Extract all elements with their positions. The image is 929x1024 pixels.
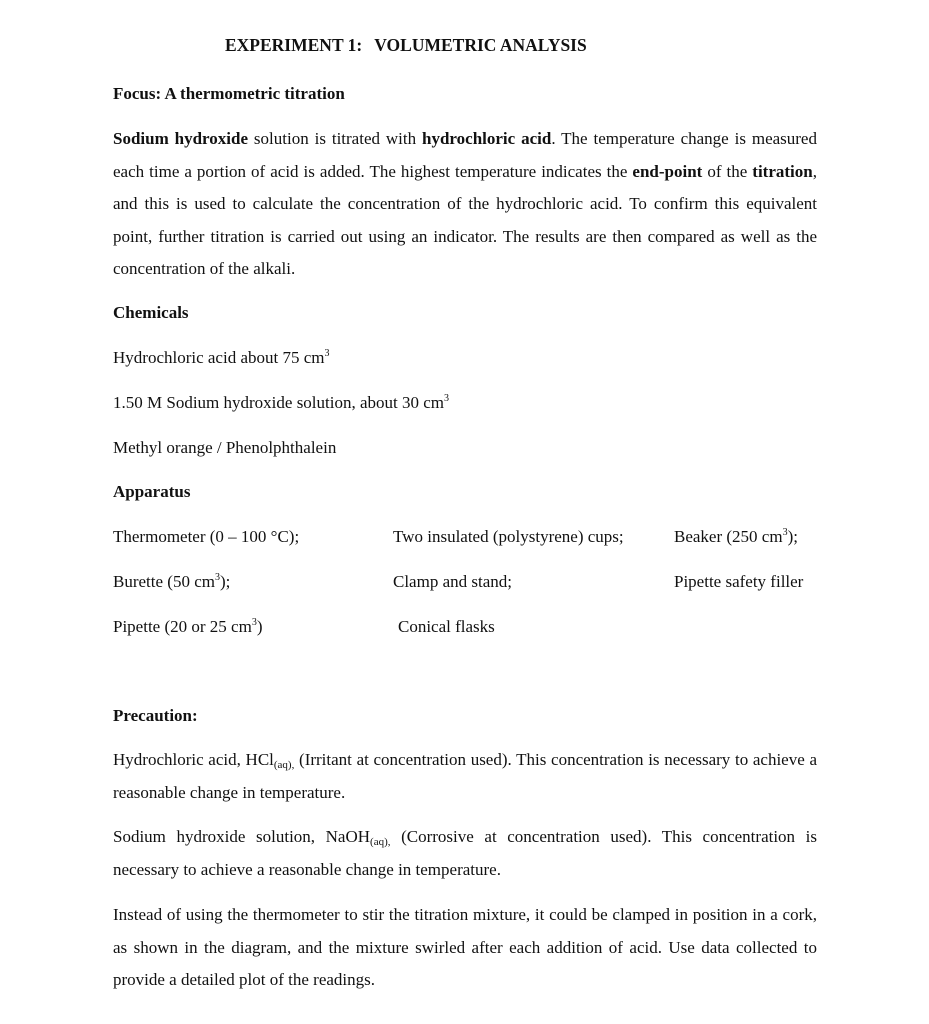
precaution-text: (Irritant at concentration used). This concentration is necessary to achieve a reasonable change in temperature.: [113, 750, 817, 802]
apparatus-item: Conical flasks: [398, 617, 495, 636]
experiment-number: EXPERIMENT 1:: [225, 35, 363, 55]
apparatus-heading: Apparatus: [113, 482, 191, 501]
precaution-heading: Precaution:: [113, 706, 198, 725]
precaution-paragraph: [113, 821, 817, 886]
precaution-paragraph: [113, 744, 817, 809]
page-title: [225, 35, 587, 56]
intro-text: solution is titrated with: [248, 129, 423, 148]
precaution-text: Sodium hydroxide solution, NaOH: [113, 827, 371, 846]
apparatus-item: [674, 527, 798, 547]
chemical-item-text: Hydrochloric acid about 75 cm: [113, 348, 325, 367]
apparatus-item: Thermometer (0 – 100 °C);: [113, 527, 300, 546]
chemical-item-text: 1.50 M Sodium hydroxide solution, about 30 cm: [113, 393, 445, 412]
apparatus-item: [113, 572, 230, 592]
chemical-item: [113, 393, 449, 413]
superscript: 3: [444, 393, 450, 404]
superscript: 3: [782, 527, 788, 538]
intro-bold-titration: titration: [752, 161, 813, 181]
intro-text: of the: [702, 161, 753, 181]
intro-bold-end-point: end-point: [632, 161, 703, 181]
chemicals-heading: Chemicals: [113, 303, 189, 322]
apparatus-item-text: Pipette (20 or 25 cm: [113, 617, 252, 636]
superscript: 3: [251, 617, 257, 628]
experiment-name: VOLUMETRIC ANALYSIS: [374, 35, 587, 55]
apparatus-item: Clamp and stand;: [393, 572, 512, 591]
intro-bold-sodium-hydroxide: Sodium hydroxide: [113, 129, 249, 148]
apparatus-item: Two insulated (polystyrene) cups;: [393, 527, 624, 546]
superscript: 3: [324, 348, 330, 359]
intro-paragraph: [113, 123, 817, 286]
superscript: 3: [214, 572, 220, 583]
chemical-item: [113, 438, 336, 458]
focus-heading: Focus: A thermometric titration: [113, 84, 345, 103]
precaution-text: Hydrochloric acid, HCl: [113, 750, 274, 769]
intro-text: . The temperature change is measured each time a portion of acid is added. The highest temperature indicates the: [113, 129, 817, 181]
subscript: (aq),: [273, 759, 295, 771]
chemical-item-text: Methyl orange / Phenolphthalein: [113, 438, 337, 457]
precaution-paragraph: Instead of using the thermometer to stir the titration mixture, it could be clamped in position in a cork, as shown in the diagram, and the mixture swirled after each addition of acid. Use data collected to provide a detailed plot of the readings.: [113, 905, 817, 989]
apparatus-item-text: );: [219, 572, 231, 591]
apparatus-item-text: ): [256, 617, 263, 636]
intro-bold-hydrochloric-acid: hydrochloric acid: [422, 129, 552, 148]
precaution-text: (Corrosive at concentration used). This concentration is necessary to achieve a reasonable change in temperature.: [113, 827, 817, 879]
apparatus-item: [113, 617, 262, 637]
intro-text: , and this is used to calculate the concentration of the hydrochloric acid. To confirm this equivalent point, further titration is carried out using an indicator. The results are then compared as well as the concentration of the alkali.: [113, 161, 817, 278]
apparatus-item-text: Beaker (250 cm: [674, 527, 783, 546]
apparatus-item-text: );: [787, 527, 798, 546]
subscript: (aq),: [370, 836, 391, 848]
chemical-item: [113, 348, 330, 368]
apparatus-item-text: Burette (50 cm: [113, 572, 215, 591]
apparatus-item: Pipette safety filler: [674, 572, 804, 591]
